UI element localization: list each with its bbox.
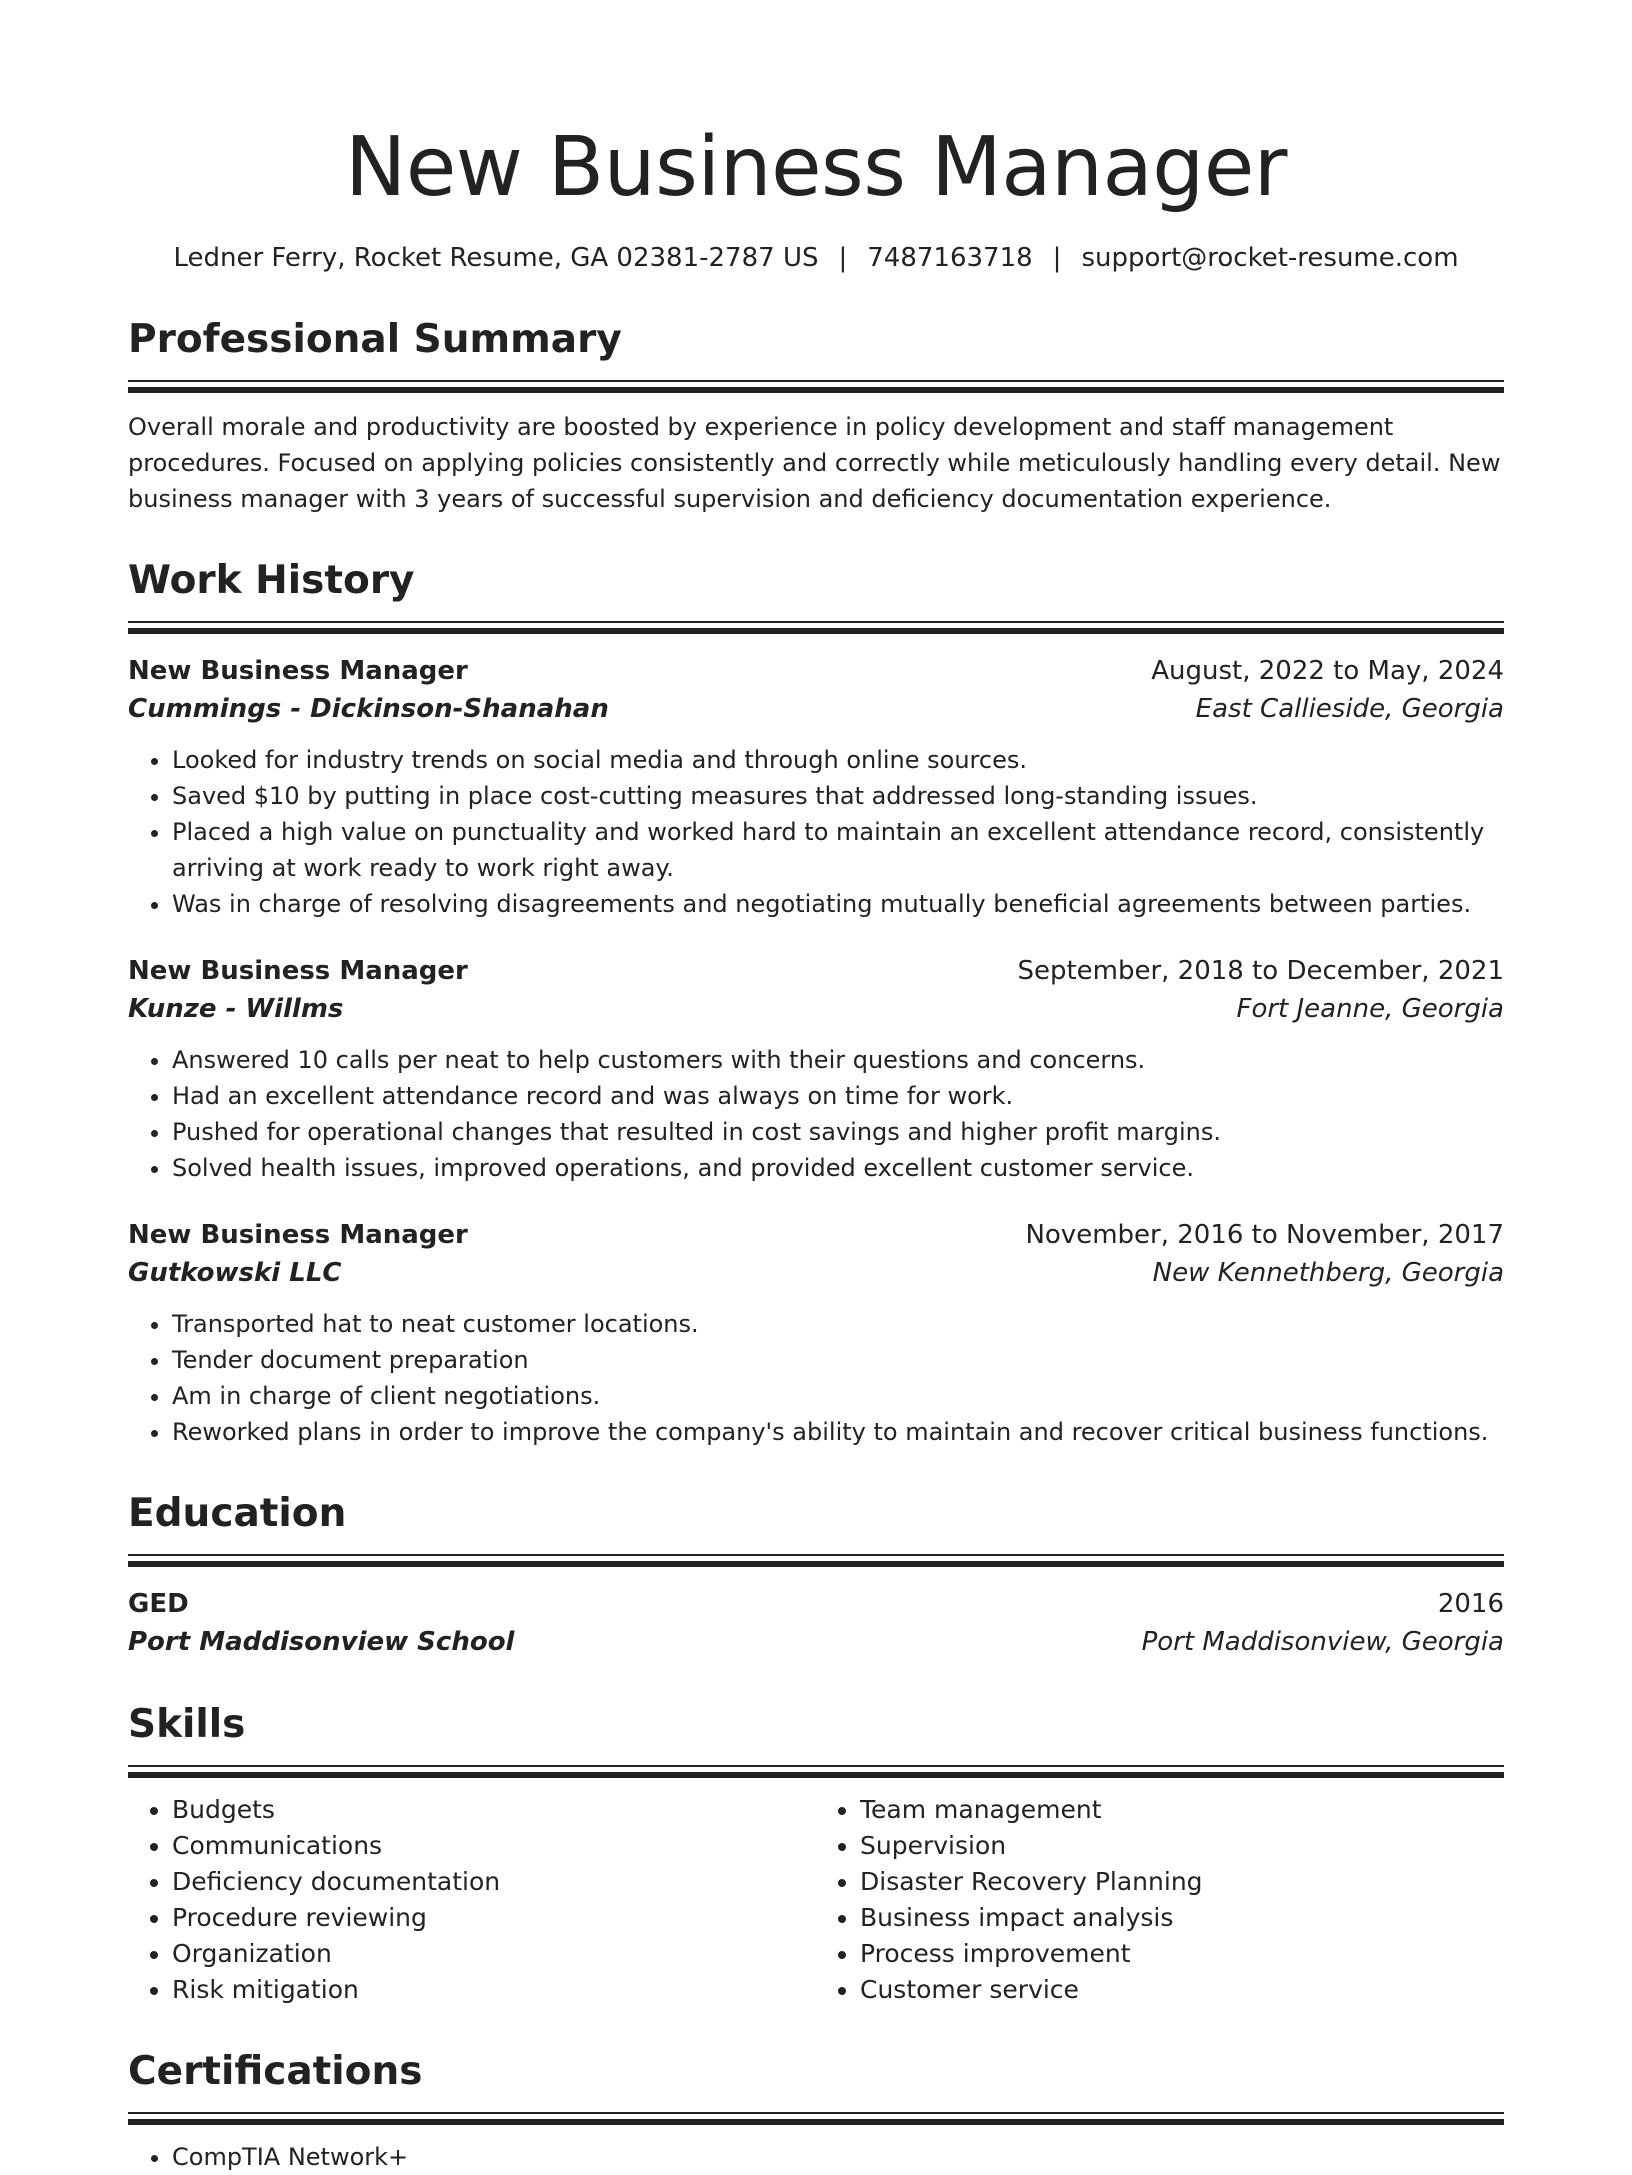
job-entry <box>128 952 1504 1186</box>
education-location: Port Maddisonview, Georgia <box>1141 1627 1504 1657</box>
job-subheader <box>128 1254 1504 1292</box>
list-item: • Business impact analysis <box>860 1900 1504 1936</box>
education-year: 2016 <box>1437 1589 1504 1619</box>
job-location: East Callieside, Georgia <box>1195 694 1504 724</box>
list-item: • Placed a high value on punctuality and worked hard to maintain an excellent attendance record, consistently arriving at work ready to work right away. <box>172 814 1504 886</box>
contact-address: Ledner Ferry, Rocket Resume, GA 02381-2787 US <box>173 243 819 273</box>
job-bullets <box>128 1042 1504 1186</box>
section-divider <box>128 2112 1504 2125</box>
list-item: • Organization <box>172 1936 816 1972</box>
section-heading-certifications: Certifications <box>128 2049 423 2094</box>
job-bullets <box>128 1306 1504 1450</box>
list-item: • Pushed for operational changes that resulted in cost savings and higher profit margins. <box>172 1114 1504 1150</box>
list-item: • Disaster Recovery Planning <box>860 1864 1504 1900</box>
job-dates: November, 2016 to November, 2017 <box>1025 1220 1504 1250</box>
education-header <box>128 1585 1504 1623</box>
list-item: • Supervision <box>860 1828 1504 1864</box>
job-bullets <box>128 742 1504 922</box>
job-company: Gutkowski LLC <box>128 1258 342 1288</box>
list-item: • Customer service <box>860 1972 1504 2008</box>
list-item: • Am in charge of client negotiations. <box>172 1378 1504 1414</box>
job-dates: September, 2018 to December, 2021 <box>1017 956 1504 986</box>
section-heading-summary: Professional Summary <box>128 317 622 362</box>
job-company: Kunze - Willms <box>128 994 344 1024</box>
contact-phone: 7487163718 <box>867 243 1033 273</box>
summary-text: Overall morale and productivity are boosted by experience in policy development and staff management procedures. Focused on applying policies consistently and correctly while meticulously handling every detail. New business manager with 3 years of successful supervision and deficiency documentation experience. <box>128 413 1501 513</box>
list-item: • Solved health issues, improved operations, and provided excellent customer service. <box>172 1150 1504 1186</box>
section-divider <box>128 1554 1504 1567</box>
job-location: Fort Jeanne, Georgia <box>1236 994 1504 1024</box>
contact-line <box>128 240 1504 276</box>
education-entry <box>128 1585 1504 1661</box>
list-item: • Reworked plans in order to improve the company's ability to maintain and recover critical business functions. <box>172 1414 1504 1450</box>
list-item: • Looked for industry trends on social media and through online sources. <box>172 742 1504 778</box>
job-title: New Business Manager <box>128 956 468 986</box>
list-item: • Risk mitigation <box>172 1972 816 2008</box>
skills-columns <box>128 1792 1504 2008</box>
job-subheader <box>128 990 1504 1028</box>
list-item: • Was in charge of resolving disagreements and negotiating mutually beneficial agreements between parties. <box>172 886 1504 922</box>
section-divider <box>128 1765 1504 1778</box>
job-header <box>128 1216 1504 1254</box>
section-heading-work: Work History <box>128 558 415 603</box>
education-school: Port Maddisonview School <box>128 1627 515 1657</box>
list-item: • Answered 10 calls per neat to help customers with their questions and concerns. <box>172 1042 1504 1078</box>
job-header <box>128 952 1504 990</box>
education-subheader <box>128 1623 1504 1661</box>
list-item: • Team management <box>860 1792 1504 1828</box>
job-company: Cummings - Dickinson-Shanahan <box>128 694 609 724</box>
job-header <box>128 652 1504 690</box>
list-item: • Budgets <box>172 1792 816 1828</box>
skills-list-right <box>816 1792 1504 2008</box>
contact-email[interactable]: support@rocket-resume.com <box>1081 243 1459 273</box>
job-entry <box>128 652 1504 922</box>
list-item: • Had an excellent attendance record and was always on time for work. <box>172 1078 1504 1114</box>
list-item: • CompTIA Network+ <box>172 2139 1504 2175</box>
list-item: • Procedure reviewing <box>172 1900 816 1936</box>
section-divider <box>128 380 1504 393</box>
job-title: New Business Manager <box>128 1220 468 1250</box>
section-heading-education: Education <box>128 1491 347 1536</box>
job-dates: August, 2022 to May, 2024 <box>1151 656 1504 686</box>
job-location: New Kennethberg, Georgia <box>1152 1258 1504 1288</box>
job-subheader <box>128 690 1504 728</box>
candidate-name: New Business Manager <box>344 120 1287 215</box>
section-divider <box>128 621 1504 634</box>
certifications-list <box>128 2139 1504 2175</box>
job-entry <box>128 1216 1504 1450</box>
skills-list-left <box>128 1792 816 2008</box>
education-degree: GED <box>128 1589 189 1619</box>
list-item: • Process improvement <box>860 1936 1504 1972</box>
contact-separator: | <box>1052 243 1062 273</box>
list-item: • Tender document preparation <box>172 1342 1504 1378</box>
job-title: New Business Manager <box>128 656 468 686</box>
section-heading-skills: Skills <box>128 1702 246 1747</box>
list-item: • Deficiency documentation <box>172 1864 816 1900</box>
list-item: • Saved $10 by putting in place cost-cutting measures that addressed long-standing issues. <box>172 778 1504 814</box>
list-item: • Transported hat to neat customer locations. <box>172 1306 1504 1342</box>
list-item: • Communications <box>172 1828 816 1864</box>
contact-separator: | <box>838 243 848 273</box>
